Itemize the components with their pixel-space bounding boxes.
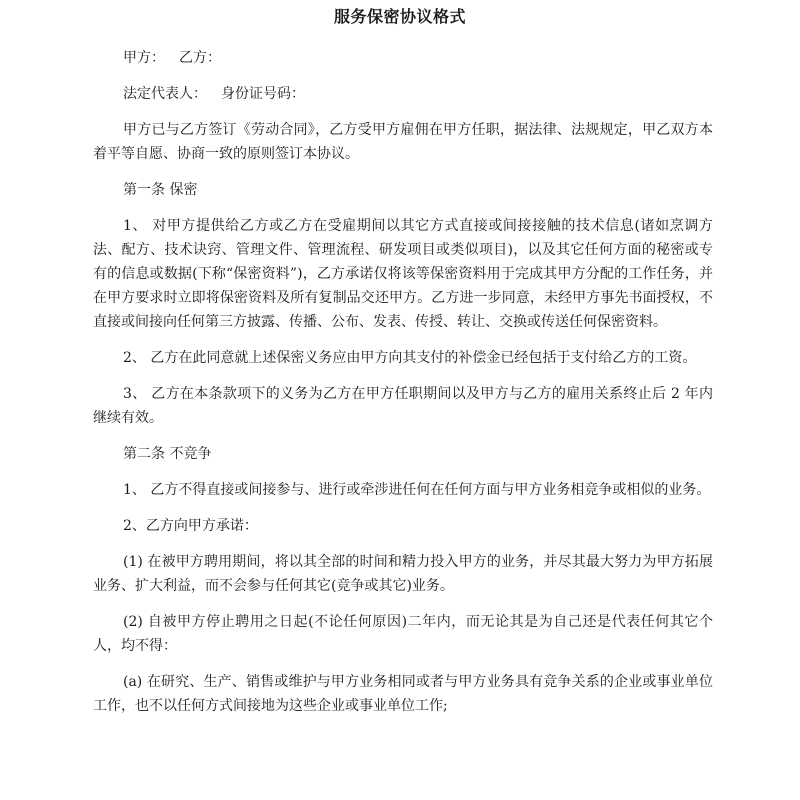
article-1-clause-2: 2、 乙方在此同意就上述保密义务应由甲方向其支付的补偿金已经包括于支付给乙方的工资。 [123, 350, 697, 366]
article-2-clause-2: 2、乙方向甲方承诺： [123, 518, 258, 534]
article-1-clause-3: 3、 乙方在本条款项下的义务为乙方在甲方任职期间以及甲方与乙方的雇用关系终止后 2 年内继续有效。 [93, 386, 713, 426]
id-number-label: 身份证号码： [221, 86, 305, 102]
article-1-clause-1: 1、 对甲方提供给乙方或乙方在受雇期间以其它方式直接或间接接触的技术信息(诸如烹调方法、配方、技术诀窍、管理文件、管理流程、研发项目或类似项目)，以及其它任何方面的秘密或专有的信息或数据(下称“保密资料”)，乙方承诺仅将该等保密资料用于完成其甲方分配的工作任务，并在甲方要求时立即将保密资料及所有复制品交还甲方。乙方进一步同意，未经甲方事先书面授权，不直接或间接向任何第三方披露、传播、公布、发表、传授、转让、交换或传送任何保密资料。 [93, 218, 713, 330]
parties-line [93, 46, 713, 70]
article-2-item-2: (2) 自被甲方停止聘用之日起(不论任何原因)二年内，而无论其是为自己还是代表任何其它个人，均不得： [93, 614, 713, 654]
article-2-item-1: (1) 在被甲方聘用期间，将以其全部的时间和精力投入甲方的业务，并尽其最大努力为甲方拓展业务、扩大利益，而不会参与任何其它(竞争或其它)业务。 [93, 554, 713, 594]
article-1-heading: 第一条 保密 [123, 182, 198, 198]
representative-line [93, 82, 713, 106]
document-body [93, 46, 713, 730]
article-2-heading: 第二条 不竞争 [123, 446, 212, 462]
party-b-label: 乙方： [179, 50, 221, 66]
article-2-item-2a: (a) 在研究、生产、销售或维护与甲方业务相同或者与甲方业务具有竞争关系的企业或事业单位工作，也不以任何方式间接地为这些企业或事业单位工作; [93, 674, 713, 714]
document-title: 服务保密协议格式 [333, 7, 466, 26]
legal-rep-label: 法定代表人： [123, 86, 207, 102]
intro-paragraph: 甲方已与乙方签订《劳动合同》，乙方受甲方雇佣在甲方任职，据法律、法规规定，甲乙双方本着平等自愿、协商一致的原则签订本协议。 [93, 122, 713, 162]
party-a-label: 甲方： [123, 50, 165, 66]
article-2-clause-1: 1、 乙方不得直接或间接参与、进行或牵涉进任何在任何方面与甲方业务相竞争或相似的业务。 [123, 482, 711, 498]
